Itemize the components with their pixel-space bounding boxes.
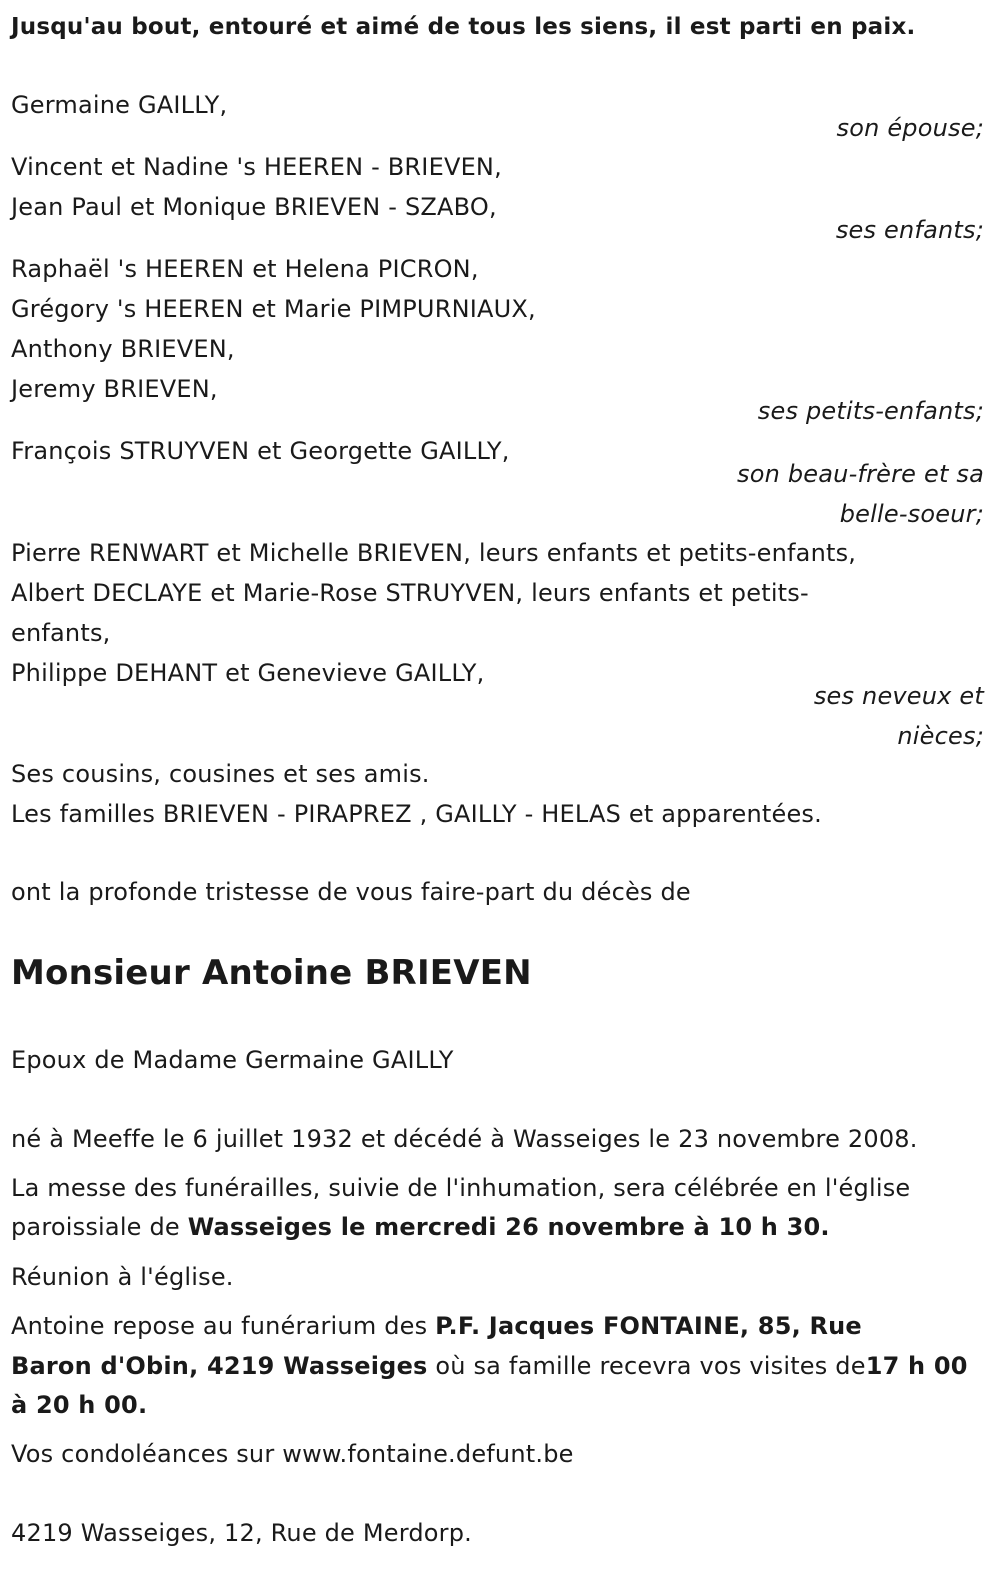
deceased-name: Monsieur Antoine BRIEVEN: [11, 953, 532, 993]
address: 4219 Wasseiges, 12, Rue de Merdorp.: [11, 1519, 473, 1547]
grandchild-name: Jeremy BRIEVEN,: [11, 375, 218, 403]
condolences: Vos condoléances sur www.fontaine.defunt.be: [11, 1440, 574, 1468]
inlaws-role-line: son beau-frère et sa: [737, 460, 984, 488]
announcement: ont la profonde tristesse de vous faire-part du décès de: [11, 878, 691, 906]
reunion: Réunion à l'église.: [11, 1263, 234, 1291]
funerarium-company: P.F. Jacques FONTAINE, 85, Rue: [435, 1312, 862, 1340]
grandchildren-role: ses petits-enfants;: [757, 397, 984, 425]
spouse-name: Germaine GAILLY,: [11, 91, 228, 119]
inlaws-role-line: belle-soeur;: [839, 500, 984, 528]
funerarium-prefix: Antoine repose au funérarium des: [11, 1312, 436, 1340]
grandchild-name: Grégory 's HEEREN et Marie PIMPURNIAUX,: [11, 295, 536, 323]
grandchild-name: Anthony BRIEVEN,: [11, 335, 235, 363]
funerarium-address: Baron d'Obin, 4219 Wasseiges: [11, 1352, 428, 1380]
funerarium-time-start: 17 h 00: [865, 1352, 968, 1380]
grandchild-name: Raphaël 's HEEREN et Helena PICRON,: [11, 255, 479, 283]
funerarium-line: [11, 1311, 862, 1341]
funerarium-time-end: à 20 h 00.: [11, 1391, 148, 1419]
nephew-name: Philippe DEHANT et Genevieve GAILLY,: [11, 659, 485, 687]
nephew-name: Albert DECLAYE et Marie-Rose STRUYVEN, leurs enfants et petits-: [11, 579, 809, 607]
spouse-of: Epoux de Madame Germaine GAILLY: [11, 1046, 454, 1074]
mass-prefix: paroissiale de: [11, 1213, 188, 1241]
nephew-name: Pierre RENWART et Michelle BRIEVEN, leurs enfants et petits-enfants,: [11, 539, 857, 567]
child-name: Vincent et Nadine 's HEEREN - BRIEVEN,: [11, 153, 502, 181]
mass-datetime: Wasseiges le mercredi 26 novembre à 10 h 30.: [187, 1213, 830, 1241]
funerarium-line: [11, 1351, 968, 1381]
nephews-role-line: ses neveux et: [813, 682, 984, 710]
nephew-name: enfants,: [11, 619, 111, 647]
others-line: Les familles BRIEVEN - PIRAPREZ , GAILLY - HELAS et apparentées.: [11, 800, 822, 828]
birth-death: né à Meeffe le 6 juillet 1932 et décédé à Wasseiges le 23 novembre 2008.: [11, 1125, 918, 1153]
mass-line: [11, 1212, 830, 1242]
intro-line: Jusqu'au bout, entouré et aimé de tous les siens, il est parti en paix.: [11, 14, 916, 40]
funerarium-visits: où sa famille recevra vos visites de: [427, 1352, 866, 1380]
nephews-role-line: nièces;: [897, 722, 984, 750]
mass-line: La messe des funérailles, suivie de l'inhumation, sera célébrée en l'église: [11, 1174, 911, 1202]
child-name: Jean Paul et Monique BRIEVEN - SZABO,: [11, 193, 497, 221]
spouse-role: son épouse;: [836, 114, 984, 142]
others-line: Ses cousins, cousines et ses amis.: [11, 760, 430, 788]
inlaw-name: François STRUYVEN et Georgette GAILLY,: [11, 437, 510, 465]
children-role: ses enfants;: [835, 216, 984, 244]
